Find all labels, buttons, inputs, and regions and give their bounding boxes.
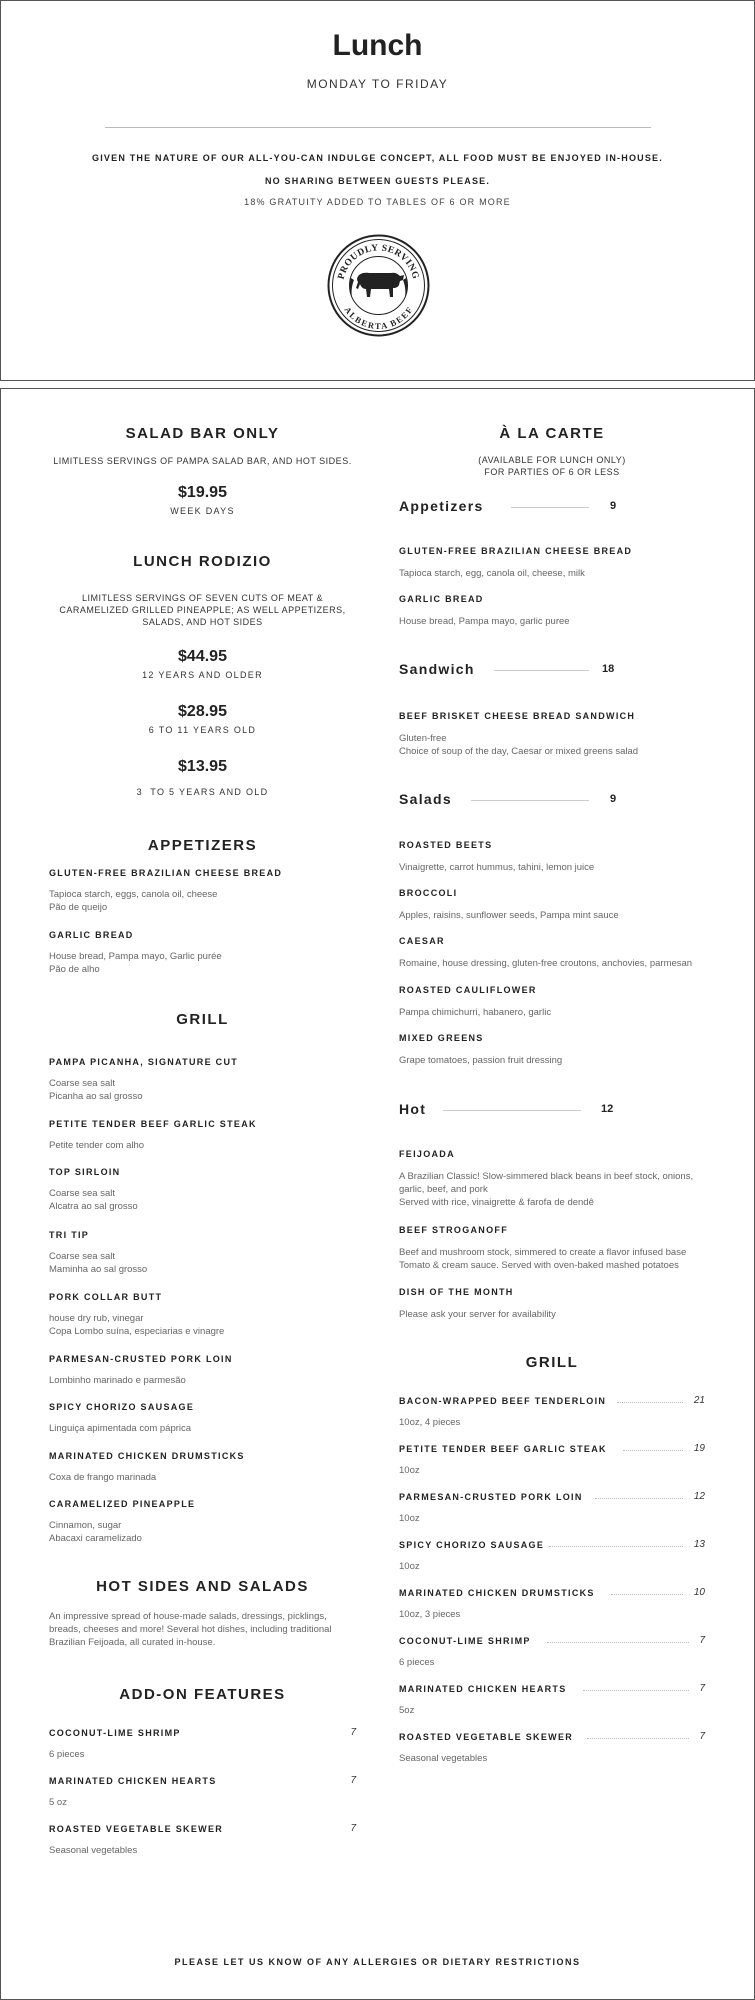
menu-item-desc: Romaine, house dressing, gluten-free croutons, anchovies, parmesan (399, 958, 693, 969)
page-title: Lunch (332, 29, 423, 62)
menu-item-desc: house dry rub, vinegar (49, 1313, 144, 1324)
section-name: Appetizers (399, 498, 484, 514)
salad-bar-desc: LIMITLESS SERVINGS OF PAMPA SALAD BAR, AND HOT SIDES. (53, 456, 352, 466)
addon-name: MARINATED CHICKEN HEARTS (49, 1776, 217, 1786)
menu-item-desc: Served with rice, vinaigrette & farofa de dendê (399, 1197, 594, 1208)
section-header-salads (399, 791, 705, 811)
menu-item-name: DISH OF THE MONTH (399, 1287, 514, 1297)
grill-item-row (399, 1444, 705, 1458)
menu-item-desc: A Brazilian Classic! Slow-simmered black beans in beef stock, onions, (399, 1171, 694, 1182)
section-line (494, 670, 589, 671)
alacarte-note: FOR PARTIES OF 6 OR LESS (484, 467, 620, 477)
section-name: Salads (399, 791, 452, 807)
grill-item-desc: 5oz (399, 1705, 415, 1716)
rodizio-price: $44.95 (178, 648, 227, 665)
section-price: 12 (601, 1103, 614, 1115)
menu-item-name: ROASTED BEETS (399, 840, 493, 850)
addon-name: ROASTED VEGETABLE SKEWER (49, 1824, 224, 1834)
menu-item-name: TRI TIP (49, 1230, 90, 1240)
menu-item-name: MARINATED CHICKEN DRUMSTICKS (49, 1451, 245, 1461)
grill-item-row (399, 1636, 705, 1650)
menu-item-name: MIXED GREENS (399, 1033, 484, 1043)
bull-icon (350, 273, 408, 297)
addon-price: 7 (350, 1727, 356, 1738)
menu-item-desc: Tapioca starch, egg, canola oil, cheese, milk (399, 568, 585, 579)
grill-item-row (399, 1732, 705, 1746)
menu-item-desc: Pampa chimichurri, habanero, garlic (399, 1007, 552, 1018)
grill-item-price: 7 (699, 1635, 705, 1646)
menu-item-desc: Abacaxi caramelizado (49, 1533, 142, 1544)
dotted-leader (549, 1546, 683, 1547)
section-name: Hot (399, 1101, 427, 1117)
menu-item-desc: Lombinho marinado e parmesão (49, 1375, 186, 1386)
rodizio-price-label: 6 TO 11 YEARS OLD (148, 725, 257, 735)
menu-item-name: GARLIC BREAD (49, 930, 134, 940)
menu-item-desc: Coarse sea salt (49, 1078, 116, 1089)
menu-item-desc: Picanha ao sal grosso (49, 1091, 143, 1102)
addon-desc: 5 oz (49, 1797, 67, 1808)
grill-item-desc: 10oz, 4 pieces (399, 1417, 461, 1428)
menu-item-desc: Pão de queijo (49, 902, 108, 913)
alacarte-note: (AVAILABLE FOR LUNCH ONLY) (478, 455, 626, 465)
grill-item-price: 7 (699, 1683, 705, 1694)
grill-item-name: SPICY CHORIZO SAUSAGE (399, 1540, 545, 1550)
salad-bar-title: SALAD BAR ONLY (125, 425, 280, 442)
menu-item-desc: Coxa de frango marinada (49, 1472, 157, 1483)
menu-item-desc: Please ask your server for availability (399, 1309, 556, 1320)
alberta-beef-seal-logo (327, 234, 430, 337)
grill-item-name: COCONUT-LIME SHRIMP (399, 1636, 531, 1646)
grill-item-row (399, 1684, 705, 1698)
dotted-leader (587, 1738, 689, 1739)
menu-item-name: PARMESAN-CRUSTED PORK LOIN (49, 1354, 233, 1364)
section-line (443, 1110, 581, 1111)
grill-item-price: 7 (699, 1731, 705, 1742)
menu-item-name: GARLIC BREAD (399, 594, 484, 604)
salad-bar-price-label: WEEK DAYS (170, 506, 235, 516)
menu-item-name: BROCCOLI (399, 888, 458, 898)
menu-item-name: CAESAR (399, 936, 445, 946)
rodizio-price: $28.95 (178, 703, 227, 720)
menu-item-desc: Cinnamon, sugar (49, 1520, 122, 1531)
section-name: Sandwich (399, 661, 475, 677)
salad-bar-price: $19.95 (178, 484, 227, 501)
menu-item-desc: Grape tomatoes, passion fruit dressing (399, 1055, 563, 1066)
menu-item-desc: Gluten-free (399, 733, 447, 744)
alacarte-title: À LA CARTE (499, 425, 605, 442)
footer-allergy-note: PLEASE LET US KNOW OF ANY ALLERGIES OR DIETARY RESTRICTIONS (174, 1957, 581, 1967)
grill-item-price: 10 (693, 1587, 705, 1598)
grill-item-name: MARINATED CHICKEN HEARTS (399, 1684, 567, 1694)
menu-item-name: TOP SIRLOIN (49, 1167, 121, 1177)
notice-no-sharing: NO SHARING BETWEEN GUESTS PLEASE. (264, 176, 491, 186)
grill-item-name: MARINATED CHICKEN DRUMSTICKS (399, 1588, 595, 1598)
addon-price: 7 (350, 1775, 356, 1786)
appetizers-title: APPETIZERS (147, 837, 258, 854)
menu-item-desc: Pão de alho (49, 964, 100, 975)
menu-panel (0, 388, 755, 2000)
grill-item-row (399, 1492, 705, 1506)
notice-in-house: GIVEN THE NATURE OF OUR ALL-YOU-CAN INDULGE CONCEPT, ALL FOOD MUST BE ENJOYED IN-HOUSE. (92, 153, 663, 163)
grill-item-desc: 6 pieces (399, 1657, 435, 1668)
menu-item-name: SPICY CHORIZO SAUSAGE (49, 1402, 195, 1412)
grill-item-desc: 10oz (399, 1465, 420, 1476)
grill-title: GRILL (176, 1011, 229, 1028)
page-subtitle: MONDAY TO FRIDAY (306, 77, 449, 91)
menu-item-name: PAMPA PICANHA, SIGNATURE CUT (49, 1057, 239, 1067)
menu-item-desc: Tapioca starch, eggs, canola oil, cheese (49, 889, 218, 900)
addon-desc: Seasonal vegetables (49, 1845, 138, 1856)
menu-item-name: PETITE TENDER BEEF GARLIC STEAK (49, 1119, 257, 1129)
dotted-leader (595, 1498, 683, 1499)
dotted-leader (547, 1642, 689, 1643)
grill-item-name: BACON-WRAPPED BEEF TENDERLOIN (399, 1396, 607, 1406)
grill-item-desc: 10oz (399, 1561, 420, 1572)
grill-item-desc: Seasonal vegetables (399, 1753, 488, 1764)
grill-item-row (399, 1396, 705, 1410)
section-price: 9 (610, 500, 617, 512)
hot-sides-desc: An impressive spread of house-made salads, dressings, picklings, breads, cheeses and more! Several hot dishes, including traditional Brazilian Feijoada, all curated in-house. (49, 1611, 332, 1648)
dotted-leader (623, 1450, 683, 1451)
divider (105, 127, 651, 128)
menu-item-desc: Linguiça apimentada com páprica (49, 1423, 192, 1434)
rodizio-price-label: 3 TO 5 YEARS AND OLD (136, 787, 269, 797)
grill-right-title: GRILL (525, 1354, 579, 1371)
grill-item-name: PETITE TENDER BEEF GARLIC STEAK (399, 1444, 607, 1454)
menu-item-name: ROASTED CAULIFLOWER (399, 985, 537, 995)
menu-item-desc: Choice of soup of the day, Caesar or mixed greens salad (399, 746, 639, 757)
rodizio-desc: LIMITLESS SERVINGS OF SEVEN CUTS OF MEAT & CARAMELIZED GRILLED PINEAPPLE; AS WELL APPETIZERS, SALADS, AND HOT SIDES (59, 593, 346, 627)
addon-name: COCONUT-LIME SHRIMP (49, 1728, 181, 1738)
menu-item-name: GLUTEN-FREE BRAZILIAN CHEESE BREAD (49, 868, 283, 878)
menu-item-name: BEEF STROGANOFF (399, 1225, 508, 1235)
menu-item-desc: garlic, beef, and pork (399, 1184, 488, 1195)
grill-item-row (399, 1588, 705, 1602)
rodizio-price-label: 12 YEARS AND OLDER (142, 670, 263, 680)
menu-item-desc: Coarse sea salt (49, 1188, 116, 1199)
hot-sides-title: HOT SIDES AND SALADS (96, 1578, 309, 1595)
addon-desc: 6 pieces (49, 1749, 85, 1760)
section-header-appetizers (399, 498, 705, 518)
menu-item-desc: Maminha ao sal grosso (49, 1264, 148, 1275)
menu-item-desc: Alcatra ao sal grosso (49, 1201, 138, 1212)
menu-item-desc: Tomato & cream sauce. Served with oven-baked mashed potatoes (399, 1260, 679, 1271)
grill-item-price: 19 (693, 1443, 705, 1454)
addon-price: 7 (350, 1823, 356, 1834)
menu-item-name: GLUTEN-FREE BRAZILIAN CHEESE BREAD (399, 546, 633, 556)
section-line (471, 800, 589, 801)
rodizio-price: $13.95 (178, 758, 227, 775)
addons-title: ADD-ON FEATURES (119, 1686, 286, 1703)
menu-item-desc: House bread, Pampa mayo, garlic puree (399, 616, 570, 627)
section-line (511, 507, 589, 508)
menu-item-name: BEEF BRISKET CHEESE BREAD SANDWICH (399, 711, 636, 721)
menu-item-desc: Copa Lombo suína, especiarias e vinagre (49, 1326, 225, 1337)
grill-item-desc: 10oz, 3 pieces (399, 1609, 461, 1620)
menu-item-desc: Vinaigrette, carrot hummus, tahini, lemon juice (399, 862, 595, 873)
menu-item-desc: House bread, Pampa mayo, Garlic purée (49, 951, 222, 962)
menu-item-name: FEIJOADA (399, 1149, 455, 1159)
menu-item-name: CARAMELIZED PINEAPPLE (49, 1499, 196, 1509)
dotted-leader (617, 1402, 683, 1403)
grill-item-price: 12 (693, 1491, 705, 1502)
menu-item-desc: Apples, raisins, sunflower seeds, Pampa mint sauce (399, 910, 619, 921)
seal-bottom-text: ALBERTA BEEF (342, 304, 415, 331)
grill-item-price: 21 (693, 1395, 705, 1406)
dotted-leader (611, 1594, 683, 1595)
notice-gratuity: 18% GRATUITY ADDED TO TABLES OF 6 OR MORE (244, 197, 511, 207)
section-price: 9 (610, 793, 617, 805)
grill-item-name: PARMESAN-CRUSTED PORK LOIN (399, 1492, 583, 1502)
grill-item-price: 13 (693, 1539, 705, 1550)
rodizio-title: LUNCH RODIZIO (133, 553, 272, 570)
menu-item-desc: Petite tender com alho (49, 1140, 145, 1151)
grill-item-row (399, 1540, 705, 1554)
seal-top-text: PROUDLY SERVING (336, 243, 421, 281)
section-price: 18 (602, 663, 615, 675)
section-header-sandwich (399, 661, 705, 681)
menu-item-desc: Coarse sea salt (49, 1251, 116, 1262)
section-header-hot (399, 1101, 705, 1121)
dotted-leader (583, 1690, 689, 1691)
grill-item-desc: 10oz (399, 1513, 420, 1524)
menu-item-name: PORK COLLAR BUTT (49, 1292, 163, 1302)
grill-item-name: ROASTED VEGETABLE SKEWER (399, 1732, 574, 1742)
menu-item-desc: Beef and mushroom stock, simmered to create a flavor infused base (399, 1247, 687, 1258)
svg-text:ALBERTA BEEF (343, 305, 415, 331)
header-panel (0, 0, 755, 381)
